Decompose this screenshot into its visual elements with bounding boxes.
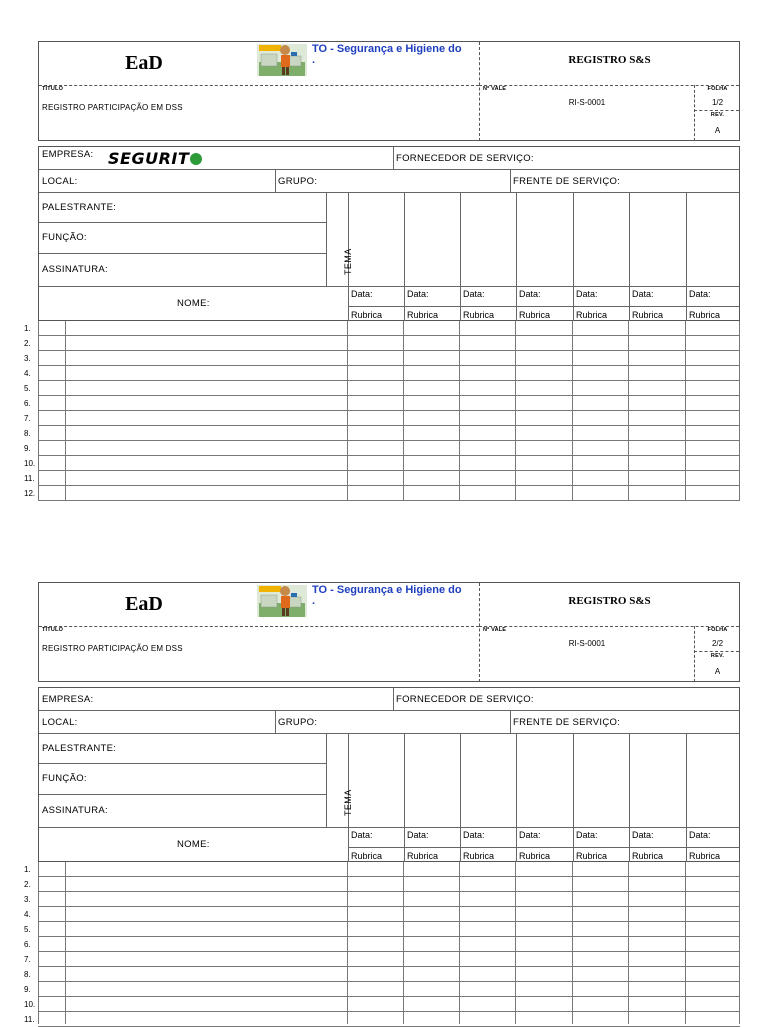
divider (404, 192, 405, 321)
divider (686, 192, 687, 321)
row-number: 7. (24, 955, 31, 964)
nvale-value: RI-S-0001 (568, 98, 606, 107)
assinatura-label: ASSINATURA: (42, 264, 108, 275)
divider (393, 147, 394, 169)
row-number: 1. (24, 865, 31, 874)
divider (459, 321, 460, 501)
header-subtitle-tail: . (312, 595, 316, 607)
divider (516, 192, 517, 321)
row-number: 5. (24, 925, 31, 934)
tema-label: TEMA (343, 248, 353, 275)
rows-frame (38, 321, 740, 501)
form-header (38, 582, 740, 682)
divider (694, 110, 739, 111)
data-header: Data: (463, 830, 485, 840)
divider (326, 733, 327, 827)
row-number: 11. (24, 1015, 35, 1024)
palestrante-label: PALESTRANTE: (42, 743, 117, 754)
divider (459, 862, 460, 1024)
nvale-label: Nº VALE (483, 86, 507, 92)
row-number: 3. (24, 895, 31, 904)
row-number: 4. (24, 910, 31, 919)
divider (65, 321, 66, 501)
titulo-label: TÍTULO (42, 86, 64, 92)
divider (347, 321, 348, 501)
rows-frame (38, 862, 740, 1024)
registro-title: REGISTRO S&S (568, 54, 651, 66)
nvale-value: RI-S-0001 (568, 639, 606, 648)
row-number: 2. (24, 880, 31, 889)
divider (403, 321, 404, 501)
divider (629, 192, 630, 321)
header-subtitle: TO - Segurança e Higiene do (312, 584, 462, 596)
divider (515, 321, 516, 501)
funcao-label: FUNÇÃO: (42, 773, 87, 784)
rubrica-header: Rubrica (519, 851, 551, 861)
nvale-label: Nº VALE (483, 627, 507, 633)
registro-title: REGISTRO S&S (568, 595, 651, 607)
data-header: Data: (576, 289, 598, 299)
row-number: 10. (24, 459, 36, 468)
divider (275, 710, 276, 733)
row-number: 1. (24, 324, 31, 333)
attendance-rows (24, 321, 740, 501)
divider (515, 862, 516, 1024)
info-table (38, 687, 740, 862)
tema-label: TEMA (343, 789, 353, 816)
data-header: Data: (689, 289, 711, 299)
data-header: Data: (689, 830, 711, 840)
divider (694, 85, 695, 141)
grupo-label: GRUPO: (278, 176, 318, 187)
folha-label: FOLHA (707, 86, 728, 92)
divider (39, 192, 739, 193)
empresa-label: EMPRESA: (42, 149, 94, 160)
divider (403, 862, 404, 1024)
rubrica-header: Rubrica (576, 851, 608, 861)
divider (326, 192, 327, 286)
row-number: 3. (24, 354, 31, 363)
divider (460, 733, 461, 862)
rubrica-header: Rubrica (689, 851, 721, 861)
rubrica-header: Rubrica (576, 310, 608, 320)
divider (348, 847, 739, 848)
mascot-logo-icon (257, 42, 309, 78)
divider (573, 733, 574, 862)
frente-label: FRENTE DE SERVIÇO: (513, 717, 621, 728)
rubrica-header: Rubrica (407, 310, 439, 320)
rubrica-header: Rubrica (689, 310, 721, 320)
titulo-label: TÍTULO (42, 627, 64, 633)
divider (39, 733, 739, 734)
folha-label: FOLHA (707, 627, 728, 633)
row-number: 10. (24, 1000, 36, 1009)
divider (573, 192, 574, 321)
divider (39, 794, 326, 795)
data-header: Data: (519, 830, 541, 840)
ead-title: EaD (125, 593, 163, 615)
rubrica-header: Rubrica (407, 851, 439, 861)
titulo-value: REGISTRO PARTICIPAÇÃO EM DSS (42, 644, 183, 653)
nome-label: NOME: (177, 839, 210, 850)
divider (39, 222, 326, 223)
divider (39, 710, 739, 711)
row-number: 5. (24, 384, 31, 393)
attendance-rows (24, 862, 740, 1024)
header-subtitle: TO - Segurança e Higiene do (312, 43, 462, 55)
data-header: Data: (463, 289, 485, 299)
row-number: 8. (24, 970, 31, 979)
rubrica-header: Rubrica (351, 310, 383, 320)
funcao-label: FUNÇÃO: (42, 232, 87, 243)
header-subtitle-tail: . (312, 54, 316, 66)
palestrante-label: PALESTRANTE: (42, 202, 117, 213)
frente-label: FRENTE DE SERVIÇO: (513, 176, 621, 187)
data-header: Data: (576, 830, 598, 840)
rubrica-header: Rubrica (463, 851, 495, 861)
row-number: 6. (24, 940, 31, 949)
data-header: Data: (632, 830, 654, 840)
local-label: LOCAL: (42, 176, 78, 187)
divider (685, 321, 686, 501)
rubrica-header: Rubrica (632, 851, 664, 861)
rev-value: A (714, 667, 721, 676)
rubrica-header: Rubrica (351, 851, 383, 861)
divider (572, 321, 573, 501)
divider (65, 862, 66, 1024)
divider (694, 626, 695, 682)
rev-label: REV. (710, 112, 725, 118)
row-number: 8. (24, 429, 31, 438)
rubrica-header: Rubrica (463, 310, 495, 320)
nome-label: NOME: (177, 298, 210, 309)
divider (628, 862, 629, 1024)
folha-value: 1/2 (711, 98, 724, 107)
ead-title: EaD (125, 52, 163, 74)
empresa-label: EMPRESA: (42, 694, 94, 705)
divider (694, 651, 739, 652)
fornecedor-label: FORNECEDOR DE SERVIÇO: (396, 694, 534, 705)
divider (393, 688, 394, 710)
divider (629, 733, 630, 862)
divider (275, 169, 276, 192)
divider (460, 192, 461, 321)
rev-label: REV. (710, 653, 725, 659)
data-header: Data: (632, 289, 654, 299)
segurit-logo (108, 149, 202, 168)
divider (39, 85, 479, 86)
segurit-logo-icon (190, 153, 202, 165)
data-header: Data: (351, 830, 373, 840)
row-number: 12. (24, 489, 36, 498)
divider (39, 827, 739, 828)
row-number: 7. (24, 414, 31, 423)
folha-value: 2/2 (711, 639, 724, 648)
data-header: Data: (519, 289, 541, 299)
divider (404, 733, 405, 862)
divider (39, 169, 739, 170)
divider (39, 763, 326, 764)
row-number: 11. (24, 474, 35, 483)
grupo-label: GRUPO: (278, 717, 318, 728)
divider (510, 169, 511, 192)
local-label: LOCAL: (42, 717, 78, 728)
divider (628, 321, 629, 501)
row-number: 6. (24, 399, 31, 408)
titulo-value: REGISTRO PARTICIPAÇÃO EM DSS (42, 103, 183, 112)
row-number: 9. (24, 444, 31, 453)
data-header: Data: (407, 289, 429, 299)
rev-value: A (714, 126, 721, 135)
segurit-logo-text: SEGURIT (108, 149, 190, 168)
row-number: 4. (24, 369, 31, 378)
fornecedor-label: FORNECEDOR DE SERVIÇO: (396, 153, 534, 164)
row-number: 2. (24, 339, 31, 348)
divider (39, 626, 479, 627)
divider (39, 253, 326, 254)
row-number: 9. (24, 985, 31, 994)
data-header: Data: (351, 289, 373, 299)
divider (686, 733, 687, 862)
data-header: Data: (407, 830, 429, 840)
divider (510, 710, 511, 733)
form-header (38, 41, 740, 141)
divider (685, 862, 686, 1024)
assinatura-label: ASSINATURA: (42, 805, 108, 816)
info-table (38, 146, 740, 321)
mascot-logo-icon (257, 583, 309, 619)
divider (516, 733, 517, 862)
rubrica-header: Rubrica (519, 310, 551, 320)
divider (348, 306, 739, 307)
divider (347, 862, 348, 1024)
divider (572, 862, 573, 1024)
rubrica-header: Rubrica (632, 310, 664, 320)
divider (39, 286, 739, 287)
